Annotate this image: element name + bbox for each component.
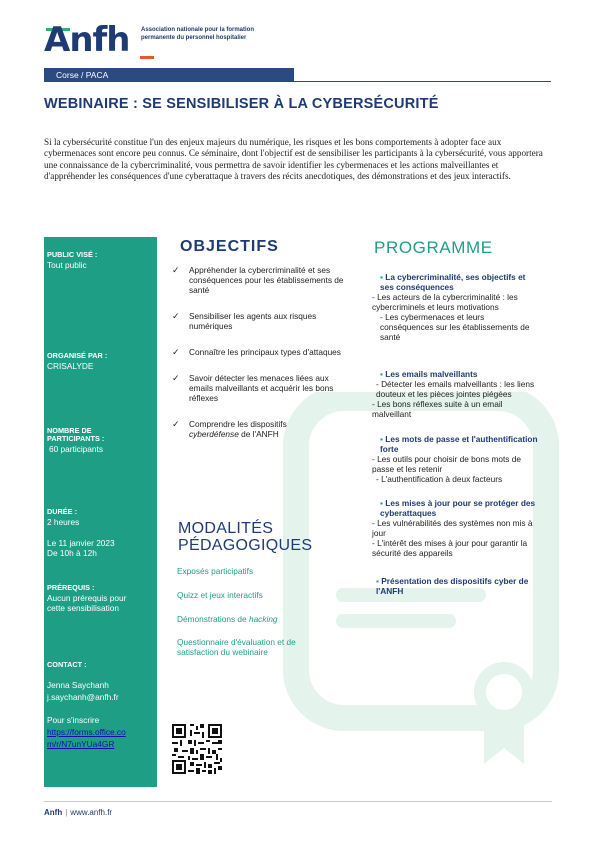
objective-item: ✓ Savoir détecter les menaces liées aux emails malveillants et acquérir les bons réflexes — [172, 373, 334, 403]
intro-paragraph: Si la cybersécurité constitue l'un des enjeux majeurs du numérique, les risques et les bons comportements à adopter face aux cybermenaces sont encore peu connus. Ce séminaire, dont l'objectif est de sensibiliser les participants à la cybersécurité, vous apportera une connaissance de la cybercriminalité, vous permettra de savoir identifier les cybermenaces et les actions malveillantes et d'appréhender les conséquences d'une cyberattaque à travers des récits anecdotiques, des démonstrations et des jeux interactifs. — [44, 137, 543, 182]
programme-section: ▪ Les mots de passe et l'authentification forte - Les outils pour choisir de bons mots de passe et les retenir - L'authentification à deux facteurs — [372, 434, 538, 484]
contact-name: Jenna Saychanh — [47, 680, 109, 690]
participants-value: 60 participants — [49, 444, 103, 454]
programme-section: ▪ Présentation des dispositifs cyber de l'ANFH — [376, 576, 529, 596]
modality-item: Démonstrations de hacking — [177, 614, 278, 624]
public-label: PUBLIC VISÉ : — [47, 250, 98, 259]
bullet-dot-icon: ▪ — [380, 272, 383, 282]
objectives-title: OBJECTIFS — [180, 238, 279, 255]
programme-section: ▪ Les emails malveillants - Détecter les emails malveillants : les liens douteux et les pièces jointes piégées - Les bons réflexes suite à un email malveillant — [372, 369, 535, 419]
duration-value: 2 heures — [47, 517, 80, 527]
register-link-1[interactable]: https://forms.office.co — [47, 727, 126, 737]
anfh-logo — [44, 20, 255, 64]
qr-code[interactable] — [172, 724, 222, 774]
register-label: Pour s'inscrire — [47, 715, 100, 725]
prereq-value-2: cette sensibilisation — [47, 603, 119, 613]
objectives-list — [172, 265, 352, 439]
objective-item: ✓ Comprendre les dispositifs cyberdéfense de l'ANFH — [172, 419, 287, 439]
prereq-value-1: Aucun prérequis pour — [47, 593, 127, 603]
info-sidebar — [44, 237, 157, 787]
participants-label-1: NOMBRE DE — [47, 426, 92, 435]
bullet-dot-icon: ▪ — [376, 576, 379, 586]
modalities-title: MODALITÉS PÉDAGOGIQUES — [178, 520, 313, 554]
session-date: Le 11 janvier 2023 — [47, 538, 115, 548]
programme-section: ▪ Les mises à jour pour se protéger des cyberattaques - Les vulnérabilités des systèmes non mis à jour - L'intérêt des mises à jour pour garantir la sécurité des appareils — [372, 498, 536, 558]
page-title: WEBINAIRE : SE SENSIBILISER À LA CYBERSÉCURITÉ — [44, 96, 439, 112]
check-icon: ✓ — [172, 373, 180, 383]
public-value: Tout public — [47, 260, 87, 270]
session-time: De 10h à 12h — [47, 548, 97, 558]
bullet-dot-icon: ▪ — [380, 369, 383, 379]
modality-item: Quizz et jeux interactifs — [177, 590, 263, 600]
objective-item: ✓ Appréhender la cybercriminalité et ses conséquences pour les établissements de santé — [172, 265, 344, 295]
region-divider — [294, 81, 551, 82]
prereq-label: PRÉREQUIS : — [47, 583, 95, 592]
programme-title: PROGRAMME — [374, 238, 493, 257]
footer-divider — [44, 801, 552, 802]
check-icon: ✓ — [172, 265, 180, 275]
logo-orange-bar — [140, 56, 154, 59]
logo-wordmark: Anfh — [44, 20, 130, 60]
participants-label-2: PARTICIPANTS : — [47, 434, 105, 443]
logo-subtitle: Association nationale pour la formation permanente du personnel hospitalier — [141, 27, 255, 41]
region-banner: Corse / PACA — [44, 68, 294, 82]
bullet-dot-icon: ▪ — [380, 498, 383, 508]
footer-separator: | — [65, 808, 68, 817]
bullet-dot-icon: ▪ — [380, 434, 383, 444]
check-icon: ✓ — [172, 311, 180, 321]
programme-section: ▪ La cybercriminalité, ses objectifs et ses conséquences - Les acteurs de la cybercriminalité : les cybercriminels et leurs motivations - Les cybermenaces et leurs conséquences sur les établissements de santé — [372, 272, 530, 342]
modality-item: Exposés participatifs — [177, 566, 254, 576]
duration-label: DURÉE : — [47, 507, 77, 516]
organizer-label: ORGANISÉ PAR : — [47, 351, 108, 360]
footer — [44, 808, 112, 817]
register-link-2[interactable]: m/r/N7unYUa4GR — [47, 739, 115, 749]
objective-item: ✓ Connaître les principaux types d'attaques — [172, 347, 341, 357]
check-icon: ✓ — [172, 347, 180, 357]
footer-brand: Anfh — [44, 808, 63, 817]
organizer-value: CRISALYDE — [47, 361, 94, 371]
contact-label: CONTACT : — [47, 660, 87, 669]
modality-item: Questionnaire d'évaluation et de satisfaction du webinaire — [177, 637, 296, 657]
check-icon: ✓ — [172, 419, 180, 429]
footer-url[interactable]: www.anfh.fr — [70, 808, 113, 817]
contact-email[interactable]: j.saychanh@anfh.fr — [47, 692, 119, 702]
objective-item: ✓ Sensibiliser les agents aux risques numériques — [172, 311, 317, 331]
